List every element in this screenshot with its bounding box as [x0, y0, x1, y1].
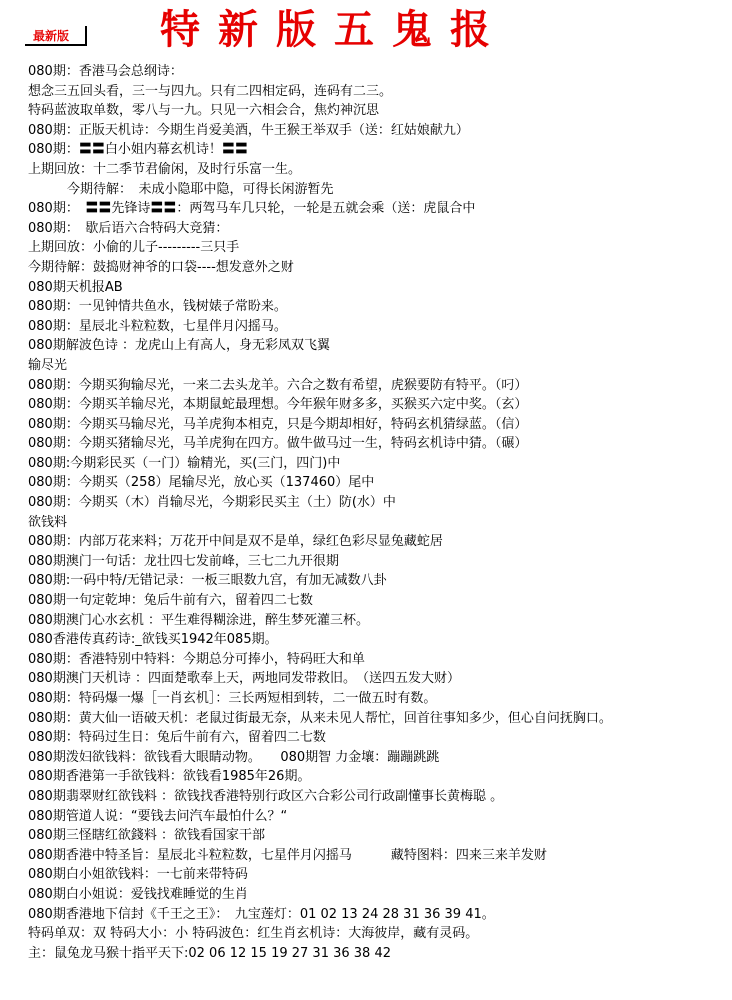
section-heading: 输尽光	[28, 357, 68, 373]
text-line: 080期香港中特圣旨：星辰北斗粒粒数，七星伴月闪摇马 藏特图料：四来三来羊发财	[28, 847, 547, 863]
text-line: 080期泼妇欲钱料：欲钱看大眼睛动物。 080期智 力金壤：蹦蹦跳跳	[28, 749, 440, 765]
text-line: 今期待解： 未成小隐耶中隐，可得长闲游暂先	[28, 181, 334, 197]
text-line: 080期白小姐说：爱钱找难睡觉的生肖	[28, 886, 248, 902]
text-line: 080期:一码中特/无错记录：一板三眼数九宫，有加无减数八卦	[28, 573, 387, 589]
text-line: 080期翡翠财红欲钱料 ：欲钱找香港特别行政区六合彩公司行政副懂事长黄梅聪 。	[28, 788, 504, 804]
text-line: 080期天机报AB	[28, 279, 123, 295]
text-line: 080期管道人说：“要钱去问汽车最怕什么？“	[28, 808, 288, 824]
text-line: 080期解波色诗 ：龙虎山上有高人，身无彩凤双飞翼	[28, 338, 330, 354]
text-line: 想念三五回头看，三一与四九。只有二四相定码，连码有二三。	[28, 83, 393, 99]
text-line: 080期三怪瞎红欲錢料 ：欲钱看国家干部	[28, 828, 265, 844]
text-line: 080期：内部万花来料；万花开中间是双不是单，绿红色彩尽显兔藏蛇居	[28, 534, 443, 550]
text-line: 080期澳门天机诗 ：四面楚歌奉上天，两地同发带救旧。 （送四五发大财）	[28, 671, 460, 687]
text-line: 080期：今期买马输尽光，马羊虎狗本相克，只是今期却相好，特码玄机猜绿蓝。（信）	[28, 416, 528, 432]
text-line: 080期：今期买羊输尽光，本期鼠蛇最理想。今年猴年财多多，买猴买六定中奖。（玄）	[28, 397, 528, 413]
text-line: 080期澳门一句话：龙壮四七发前峰，三七二九开很期	[28, 553, 339, 569]
text-line: 080期：今期买狗输尽光，一来二去头龙羊。六合之数有希望，虎猴要防有特平。（叼）	[28, 377, 528, 393]
text-line: 080期：今期买（258）尾输尽光，放心买（137460）尾中	[28, 475, 375, 491]
text-line: 080期：〓〓白小姐内幕玄机诗！〓〓	[28, 142, 248, 158]
text-line: 主：鼠兔龙马猴十指平天下:02 06 12 15 19 27 31 36 38 42	[28, 945, 391, 961]
text-line: 080期：今期买（木）肖输尽光，今期彩民买主（土）防(水）中	[28, 495, 396, 511]
text-line: 特码蓝波取单数，零八与一九。只见一六相会合，焦灼神沉思	[28, 103, 380, 119]
text-line: 080期：香港马会总纲诗：	[28, 64, 183, 79]
text-line: 080期一句定乾坤：兔后牛前有六，留着四二七数	[28, 593, 313, 609]
text-line: 080期：今期买猪输尽光，马羊虎狗在四方。做牛做马过一生，特码玄机诗中猜。（碾）	[28, 436, 528, 452]
text-line: 080期：正版天机诗：今期生肖爱美酒，牛王猴王举双手（送：红姑娘献九）	[28, 122, 469, 138]
text-line: 上期回放：小偷的儿子---------三只手	[28, 240, 240, 256]
page-title: 特新版五鬼报	[160, 6, 508, 53]
text-line: 080期香港第一手欲钱料：欲钱看1985年26期。	[28, 769, 311, 785]
text-line: 080期：黄大仙一语破天机：老鼠过街最无奈，从来未见人帮忙，回首往事知多少，但心自问抚胸口。	[28, 710, 612, 726]
text-line: 上期回放：十二季节君偷闲，及时行乐富一生。	[28, 161, 302, 177]
content-body	[28, 62, 728, 963]
text-line: 080期白小姐欲钱料：一七前来带特码	[28, 867, 248, 883]
text-line: 080期：特码爆一爆［一肖玄机］：三长两短相到转，二一做五时有数。	[28, 691, 437, 706]
text-line: 特码单双：双 特码大小：小 特码波色：红生肖玄机诗：大海彼岸，藏有灵码。	[28, 926, 479, 942]
text-line: 080期香港地下信封《千王之王》： 九宝莲灯：01 02 13 24 28 31 36 39 41。	[28, 906, 495, 922]
text-line: 080期:今期彩民买（一门）输精光，买(三门，四门)中	[28, 455, 341, 471]
text-line: 080香港传真药诗:_欲钱买1942年085期。	[28, 632, 278, 648]
text-line: 今期待解：鼓捣财神爷的口袋----想发意外之财	[28, 259, 294, 275]
text-line: 080期：星辰北斗粒粒数，七星伴月闪摇马。	[28, 318, 287, 334]
section-heading: 欲钱料	[28, 514, 68, 530]
text-line: 080期： 歇后语六合特码大竞猜：	[28, 220, 229, 236]
version-badge: 最新版	[25, 26, 87, 46]
text-line: 080期澳门心水玄机 ：平生难得糊涂进，醉生梦死灌三杯。	[28, 612, 369, 628]
text-line: 080期：香港特别中特料：今期总分可捧小，特码旺大和单	[28, 651, 365, 667]
text-line: 080期：一见钟情共鱼水，钱树婊子常盼来。	[28, 299, 287, 315]
page-header	[0, 0, 732, 64]
text-line: 080期： 〓〓先锋诗〓〓：两驾马车几只轮，一轮是五就会乘（送：虎鼠合中	[28, 201, 476, 217]
text-line: 080期：特码过生日：兔后牛前有六，留着四二七数	[28, 730, 326, 746]
